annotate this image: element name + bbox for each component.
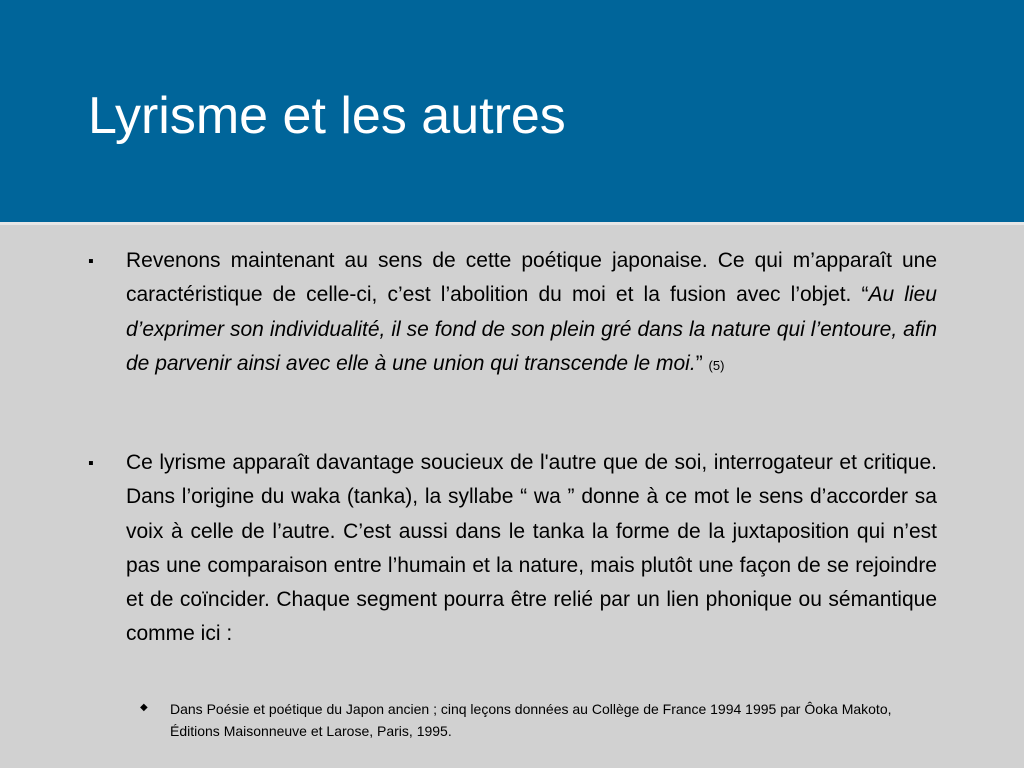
diamond-bullet-icon: ◆	[140, 702, 148, 713]
paragraph-1-quote: Au lieu d’exprimer son individualité, il se fond de son plein gré dans la nature qui l’entoure, afin de parvenir ainsi avec elle à une union qui transcende le moi.	[126, 283, 937, 375]
paragraph-2: Ce lyrisme apparaît davantage soucieux de l'autre que de soi, interrogateur et critique. Dans l’origine du waka (tanka), la syllabe “ wa ” donne à ce mot le sens d’accorder sa voix à celle de l’autre. C’est aussi dans le tanka la forme de la juxtaposition qui n’est pas une comparaison entre l’humain et la nature, mais plutôt une façon de se rejoindre et de coïncider. Chaque segment pourra être relié par un lien phonique ou sémantique comme ici :	[126, 451, 937, 646]
slide-title: Lyrisme et les autres	[88, 87, 566, 145]
bullet-marker-1: ▪	[88, 253, 94, 270]
citation-reference: (5)	[708, 357, 725, 373]
paragraph-1-text: Revenons maintenant au sens de cette poétique japonaise. Ce qui m’apparaît une caractéristique de celle-ci, c’est l’abolition du moi et la fusion avec l’objet. “	[126, 249, 937, 307]
bullet-marker-2: ▪	[88, 455, 94, 472]
reference-note: Dans Poésie et poétique du Japon ancien ; cinq leçons données au Collège de France 1994 1995 par Ôoka Makoto, Éditions Maisonneuve et Larose, Paris, 1995.	[170, 701, 892, 739]
paragraph-1-close-quote: ”	[695, 351, 703, 375]
paragraph-1	[126, 244, 937, 383]
